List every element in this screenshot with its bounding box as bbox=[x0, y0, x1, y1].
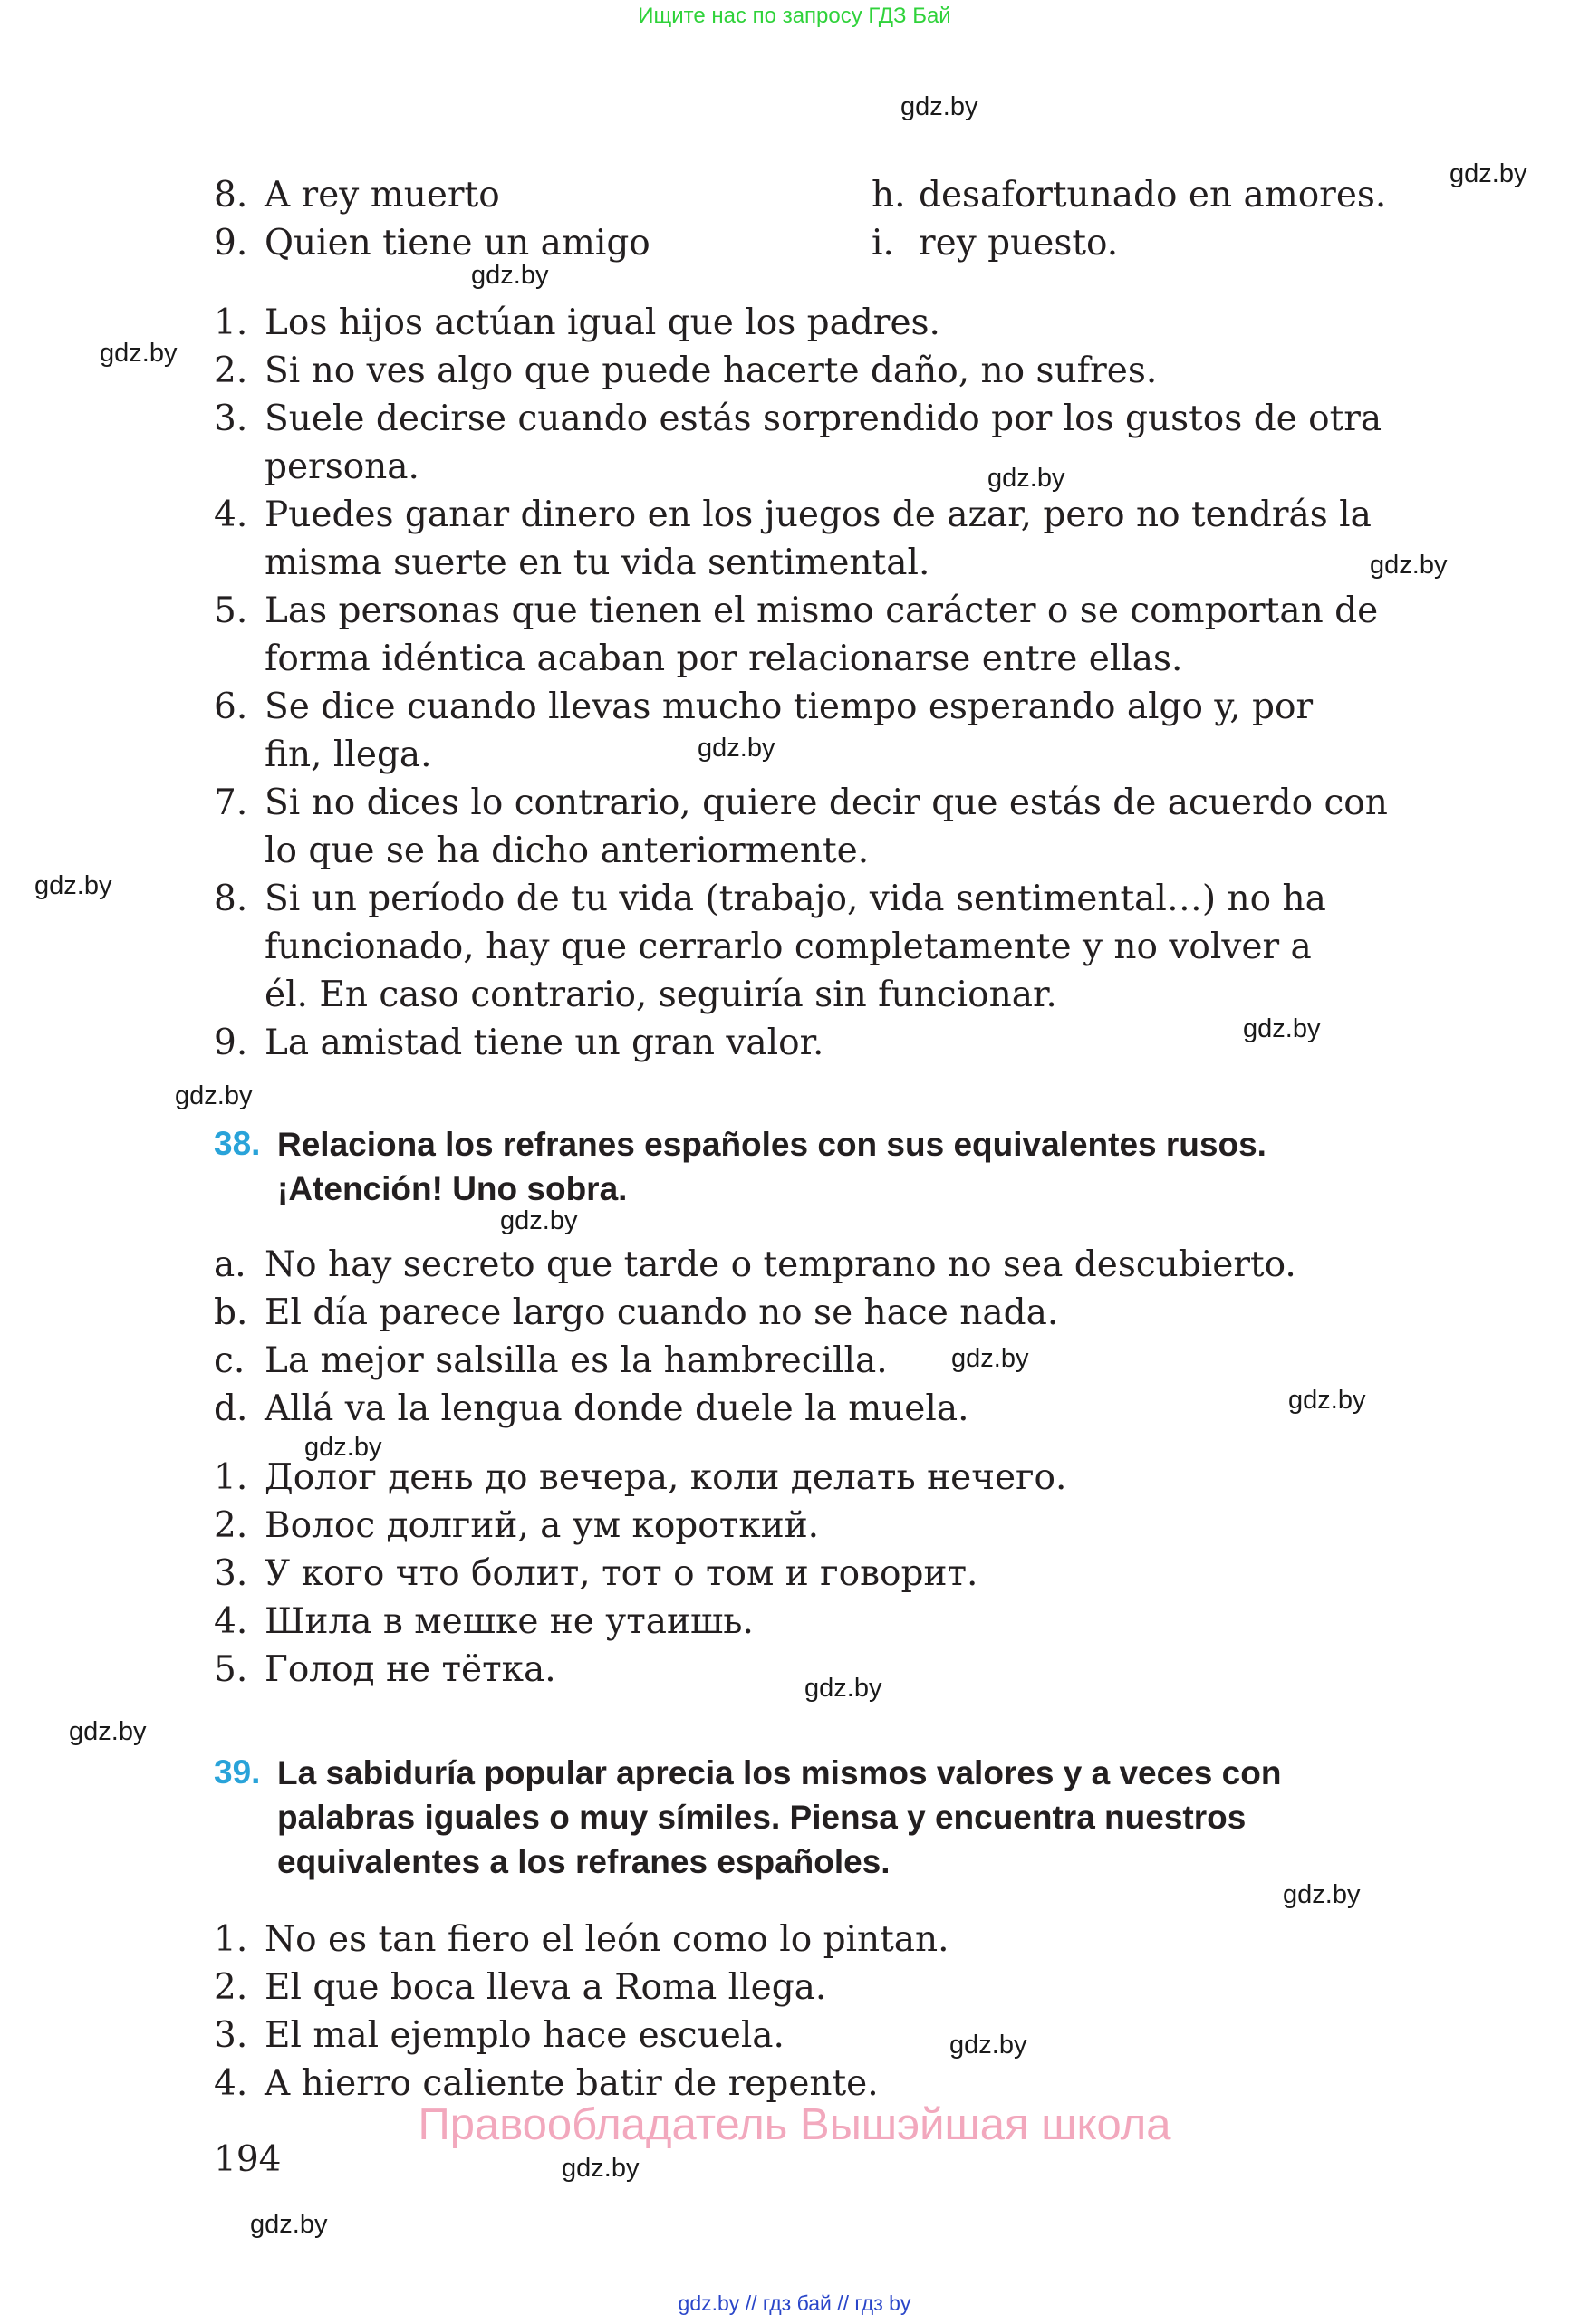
exercise-number: 39. bbox=[214, 1753, 261, 1791]
watermark: gdz.by bbox=[698, 734, 775, 763]
watermark: gdz.by bbox=[562, 2154, 640, 2183]
exercise-instruction: ¡Atención! Uno sobra. bbox=[277, 1170, 628, 1207]
russian-proverb: 5. Голод не тётка. bbox=[214, 1649, 556, 1690]
meaning-item: 5. Las personas que tienen el mismo carácter o se comportan de bbox=[214, 591, 1379, 631]
spanish-proverb: 2. El que boca lleva a Roma llega. bbox=[214, 1967, 827, 2008]
watermark: gdz.by bbox=[1370, 551, 1448, 580]
watermark: gdz.by bbox=[951, 1344, 1029, 1373]
meaning-continuation: lo que se ha dicho anteriormente. bbox=[265, 831, 870, 871]
meaning-continuation: funcionado, hay que cerrarlo completamente y no volver a bbox=[265, 927, 1312, 967]
russian-proverb: 1. Долог день до вечера, коли делать нечего. bbox=[214, 1457, 1067, 1498]
meaning-item: 7. Si no dices lo contrario, quiere decir que estás de acuerdo con bbox=[214, 783, 1388, 823]
page-number: 194 bbox=[214, 2139, 282, 2180]
watermark: gdz.by bbox=[949, 2031, 1027, 2060]
watermark: gdz.by bbox=[175, 1081, 253, 1110]
russian-proverb: 2. Волос долгий, а ум короткий. bbox=[214, 1505, 820, 1546]
watermark: gdz.by bbox=[1288, 1386, 1366, 1415]
copyright-notice: Правообладатель Вышэйшая школа bbox=[418, 2100, 1171, 2149]
spanish-proverb: 1. No es tan fiero el león como lo pintan. bbox=[214, 1919, 949, 1960]
proverb-start: 8. A rey muerto bbox=[214, 175, 500, 216]
spanish-proverb: 3. El mal ejemplo hace escuela. bbox=[214, 2015, 785, 2056]
watermark: gdz.by bbox=[250, 2210, 328, 2239]
exercise-instruction: La sabiduría popular aprecia los mismos valores y a veces con bbox=[277, 1754, 1282, 1791]
russian-proverb: 3. У кого что болит, тот о том и говорит. bbox=[214, 1553, 978, 1594]
russian-proverb: 4. Шила в мешке не утаишь. bbox=[214, 1601, 754, 1642]
meaning-continuation: él. En caso contrario, seguiría sin funcionar. bbox=[265, 975, 1057, 1015]
watermark: gdz.by bbox=[471, 261, 549, 290]
exercise-instruction: Relaciona los refranes españoles con sus equivalentes rusos. bbox=[277, 1126, 1266, 1163]
top-banner[interactable]: Ищите нас по запросу ГДЗ Бай bbox=[638, 4, 951, 28]
watermark: gdz.by bbox=[69, 1717, 147, 1746]
watermark: gdz.by bbox=[1449, 159, 1527, 188]
spanish-proverb: a. No hay secreto que tarde o temprano no sea descubierto. bbox=[214, 1244, 1296, 1285]
spanish-proverb: 4. A hierro caliente batir de repente. bbox=[214, 2063, 879, 2104]
watermark: gdz.by bbox=[304, 1433, 382, 1462]
meaning-continuation: fin, llega. bbox=[265, 735, 432, 775]
watermark: gdz.by bbox=[34, 871, 112, 900]
meaning-continuation: persona. bbox=[265, 447, 419, 487]
watermark: gdz.by bbox=[100, 339, 178, 368]
watermark: gdz.by bbox=[1283, 1880, 1361, 1909]
proverb-end: i. rey puesto. bbox=[872, 223, 1119, 264]
meaning-item: 6. Se dice cuando llevas mucho tiempo esperando algo y, por bbox=[214, 687, 1314, 727]
watermark: gdz.by bbox=[1243, 1014, 1321, 1043]
exercise-number: 38. bbox=[214, 1125, 261, 1162]
footer-links[interactable]: gdz.by // гдз бай // гдз by bbox=[678, 2291, 911, 2315]
spanish-proverb: d. Allá va la lengua donde duele la muela. bbox=[214, 1388, 969, 1429]
meaning-item: 4. Puedes ganar dinero en los juegos de azar, pero no tendrás la bbox=[214, 495, 1372, 535]
meaning-continuation: misma suerte en tu vida sentimental. bbox=[265, 543, 930, 583]
meaning-item: 8. Si un período de tu vida (trabajo, vida sentimental…) no ha bbox=[214, 879, 1326, 919]
spanish-proverb: c. La mejor salsilla es la hambrecilla. bbox=[214, 1340, 888, 1381]
proverb-end: h. desafortunado en amores. bbox=[872, 175, 1387, 216]
exercise-instruction: palabras iguales o muy símiles. Piensa y encuentra nuestros bbox=[277, 1799, 1247, 1836]
watermark: gdz.by bbox=[500, 1206, 578, 1235]
spanish-proverb: b. El día parece largo cuando no se hace nada. bbox=[214, 1292, 1059, 1333]
proverb-start: 9. Quien tiene un amigo bbox=[214, 223, 650, 264]
meaning-continuation: forma idéntica acaban por relacionarse entre ellas. bbox=[265, 639, 1183, 679]
exercise-instruction: equivalentes a los refranes españoles. bbox=[277, 1843, 891, 1880]
meaning-item: 3. Suele decirse cuando estás sorprendido por los gustos de otra bbox=[214, 399, 1382, 439]
watermark: gdz.by bbox=[804, 1674, 882, 1703]
watermark: gdz.by bbox=[987, 464, 1065, 493]
meaning-item: 9. La amistad tiene un gran valor. bbox=[214, 1023, 824, 1063]
meaning-item: 2. Si no ves algo que puede hacerte daño, no sufres. bbox=[214, 351, 1158, 391]
meaning-item: 1. Los hijos actúan igual que los padres. bbox=[214, 303, 940, 343]
watermark: gdz.by bbox=[900, 92, 978, 121]
